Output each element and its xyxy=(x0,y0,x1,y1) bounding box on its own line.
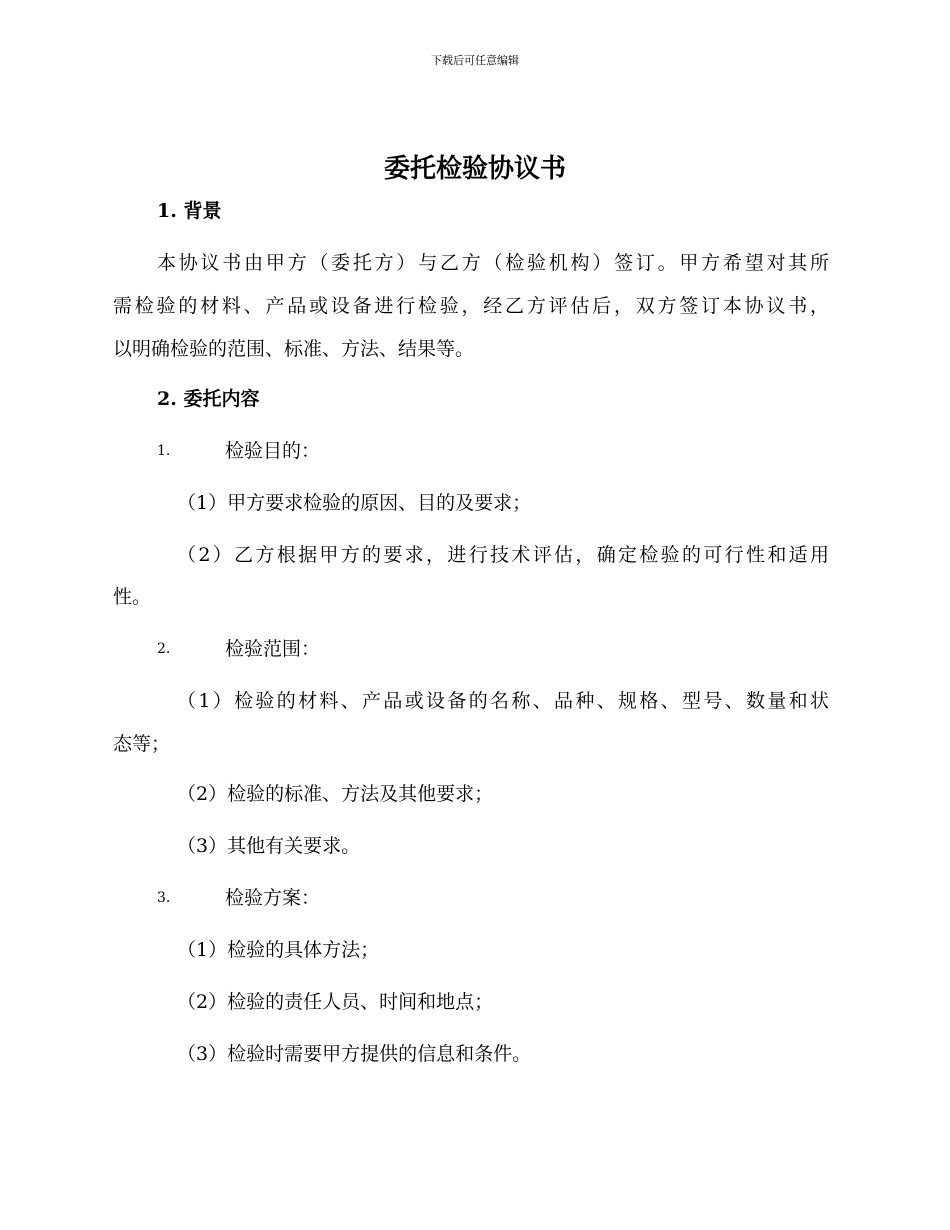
section-heading-background: 1. 背景 xyxy=(157,200,222,222)
scope-item-1-line-2: 态等； xyxy=(113,733,171,755)
purpose-item-1: （1）甲方要求检验的原因、目的及要求； xyxy=(177,492,532,514)
list-label-scope: 检验范围： xyxy=(225,638,321,660)
list-number-3: 3. xyxy=(157,890,171,906)
background-paragraph-line-2: 需检验的材料、产品或设备进行检验，经乙方评估后，双方签订本协议书， xyxy=(113,295,829,317)
list-number-1: 1. xyxy=(157,443,171,459)
section-heading-content: 2. 委托内容 xyxy=(157,388,260,410)
scope-item-2: （2）检验的标准、方法及其他要求； xyxy=(177,783,494,805)
list-label-plan: 检验方案： xyxy=(225,887,321,909)
purpose-item-2-line-2: 性。 xyxy=(113,586,152,608)
plan-item-1: （1）检验的具体方法； xyxy=(177,939,380,961)
plan-item-3: （3）检验时需要甲方提供的信息和条件。 xyxy=(177,1043,532,1065)
background-paragraph-line-3: 以明确检验的范围、标准、方法、结果等。 xyxy=(113,338,475,360)
scope-item-3: （3）其他有关要求。 xyxy=(177,835,361,857)
scope-item-1-line-1: （1）检验的材料、产品或设备的名称、品种、规格、型号、数量和状 xyxy=(177,690,829,712)
list-label-purpose: 检验目的： xyxy=(225,440,321,462)
document-title: 委托检验协议书 xyxy=(383,154,566,184)
page-header: 下载后可任意编辑 xyxy=(431,54,519,67)
background-paragraph-line-1: 本协议书由甲方（委托方）与乙方（检验机构）签订。甲方希望对其所 xyxy=(157,252,829,274)
purpose-item-2-line-1: （2）乙方根据甲方的要求，进行技术评估，确定检验的可行性和适用 xyxy=(177,544,829,566)
plan-item-2: （2）检验的责任人员、时间和地点； xyxy=(177,991,494,1013)
list-number-2: 2. xyxy=(157,641,171,657)
